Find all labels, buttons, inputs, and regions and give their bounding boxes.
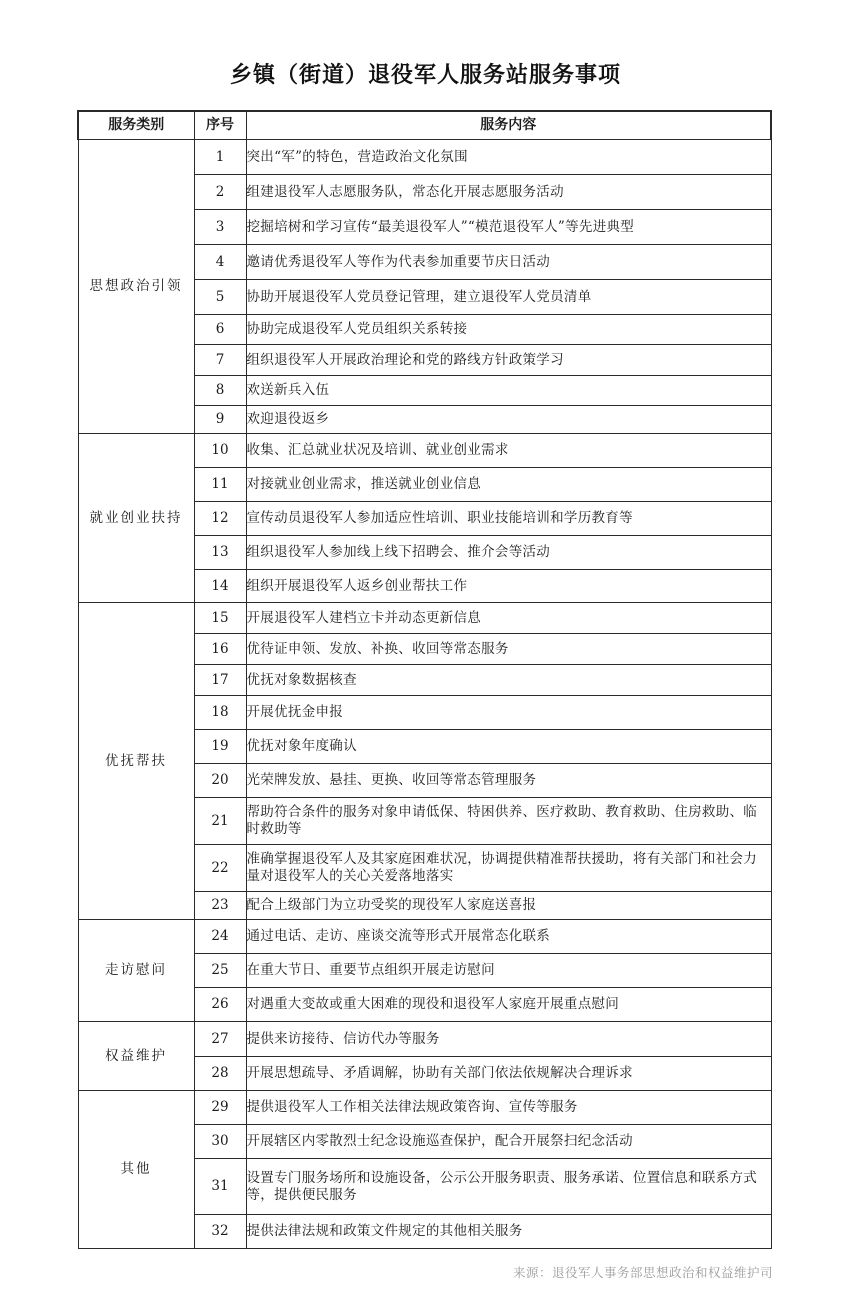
table-header-row <box>78 111 771 140</box>
item-number: 32 <box>194 1215 246 1249</box>
item-number: 13 <box>194 536 246 570</box>
item-number: 1 <box>194 140 246 175</box>
item-content: 对接就业创业需求，推送就业创业信息 <box>246 468 771 502</box>
item-content: 优抚对象年度确认 <box>246 730 771 764</box>
item-number: 18 <box>194 696 246 730</box>
item-content: 欢送新兵入伍 <box>246 376 771 406</box>
service-items-table <box>77 110 772 1249</box>
table-row <box>78 1091 771 1125</box>
item-number: 9 <box>194 406 246 434</box>
item-content: 欢迎退役返乡 <box>246 406 771 434</box>
source-note: 来源：退役军人事务部思想政治和权益维护司 <box>512 1265 773 1280</box>
item-content: 在重大节日、重要节点组织开展走访慰问 <box>246 954 771 988</box>
table-row <box>78 920 771 954</box>
category-cell: 权益维护 <box>78 1022 194 1091</box>
item-content: 通过电话、走访、座谈交流等形式开展常态化联系 <box>246 920 771 954</box>
item-content: 挖掘培树和学习宣传“最美退役军人”“模范退役军人”等先进典型 <box>246 210 771 245</box>
item-number: 26 <box>194 988 246 1022</box>
item-content: 宣传动员退役军人参加适应性培训、职业技能培训和学历教育等 <box>246 502 771 536</box>
item-content: 协助完成退役军人党员组织关系转接 <box>246 315 771 345</box>
item-number: 7 <box>194 345 246 376</box>
item-content: 提供退役军人工作相关法律法规政策咨询、宣传等服务 <box>246 1091 771 1125</box>
item-number: 25 <box>194 954 246 988</box>
item-number: 21 <box>194 798 246 845</box>
item-content: 提供来访接待、信访代办等服务 <box>246 1022 771 1057</box>
item-number: 6 <box>194 315 246 345</box>
item-number: 22 <box>194 845 246 892</box>
item-number: 10 <box>194 434 246 468</box>
item-content: 收集、汇总就业状况及培训、就业创业需求 <box>246 434 771 468</box>
item-number: 16 <box>194 634 246 665</box>
item-number: 15 <box>194 603 246 634</box>
item-number: 23 <box>194 892 246 920</box>
category-cell: 优抚帮扶 <box>78 603 194 920</box>
table-row <box>78 140 771 175</box>
item-content: 对遇重大变故或重大困难的现役和退役军人家庭开展重点慰问 <box>246 988 771 1022</box>
table-row <box>78 1022 771 1057</box>
item-content: 优抚对象数据核查 <box>246 665 771 696</box>
item-number: 4 <box>194 245 246 280</box>
item-content: 光荣牌发放、悬挂、更换、收回等常态管理服务 <box>246 764 771 798</box>
category-cell: 就业创业扶持 <box>78 434 194 603</box>
header-category: 服务类别 <box>78 111 194 140</box>
item-content: 帮助符合条件的服务对象申请低保、特困供养、医疗救助、教育救助、住房救助、临时救助等 <box>246 798 771 845</box>
table-row <box>78 603 771 634</box>
category-cell: 思想政治引领 <box>78 140 194 434</box>
item-content: 优待证申领、发放、补换、收回等常态服务 <box>246 634 771 665</box>
item-content: 开展辖区内零散烈士纪念设施巡查保护，配合开展祭扫纪念活动 <box>246 1125 771 1159</box>
item-content: 组织退役军人参加线上线下招聘会、推介会等活动 <box>246 536 771 570</box>
item-content: 组建退役军人志愿服务队，常态化开展志愿服务活动 <box>246 175 771 210</box>
item-number: 24 <box>194 920 246 954</box>
item-content: 协助开展退役军人党员登记管理，建立退役军人党员清单 <box>246 280 771 315</box>
table-body <box>78 140 771 1249</box>
item-content: 准确掌握退役军人及其家庭困难状况，协调提供精准帮扶援助，将有关部门和社会力量对退役军人的关心关爱落地落实 <box>246 845 771 892</box>
document-title: 乡镇（街道）退役军人服务站服务事项 <box>229 63 621 88</box>
item-content: 突出“军”的特色，营造政治文化氛围 <box>246 140 771 175</box>
item-number: 17 <box>194 665 246 696</box>
table-row <box>78 434 771 468</box>
item-number: 3 <box>194 210 246 245</box>
item-content: 组织退役军人开展政治理论和党的路线方针政策学习 <box>246 345 771 376</box>
item-content: 配合上级部门为立功受奖的现役军人家庭送喜报 <box>246 892 771 920</box>
item-number: 8 <box>194 376 246 406</box>
item-number: 2 <box>194 175 246 210</box>
item-number: 20 <box>194 764 246 798</box>
category-cell: 走访慰问 <box>78 920 194 1022</box>
item-number: 30 <box>194 1125 246 1159</box>
item-content: 开展退役军人建档立卡并动态更新信息 <box>246 603 771 634</box>
header-content: 服务内容 <box>246 111 771 140</box>
item-content: 开展思想疏导、矛盾调解，协助有关部门依法依规解决合理诉求 <box>246 1057 771 1091</box>
item-content: 设置专门服务场所和设施设备，公示公开服务职责、服务承诺、位置信息和联系方式等，提供便民服务 <box>246 1159 771 1215</box>
header-number: 序号 <box>194 111 246 140</box>
item-number: 31 <box>194 1159 246 1215</box>
item-content: 组织开展退役军人返乡创业帮扶工作 <box>246 570 771 603</box>
item-number: 28 <box>194 1057 246 1091</box>
item-content: 提供法律法规和政策文件规定的其他相关服务 <box>246 1215 771 1249</box>
item-number: 11 <box>194 468 246 502</box>
item-number: 5 <box>194 280 246 315</box>
item-number: 29 <box>194 1091 246 1125</box>
item-number: 12 <box>194 502 246 536</box>
item-number: 19 <box>194 730 246 764</box>
item-number: 27 <box>194 1022 246 1057</box>
category-cell: 其他 <box>78 1091 194 1249</box>
item-number: 14 <box>194 570 246 603</box>
item-content: 开展优抚金申报 <box>246 696 771 730</box>
item-content: 邀请优秀退役军人等作为代表参加重要节庆日活动 <box>246 245 771 280</box>
